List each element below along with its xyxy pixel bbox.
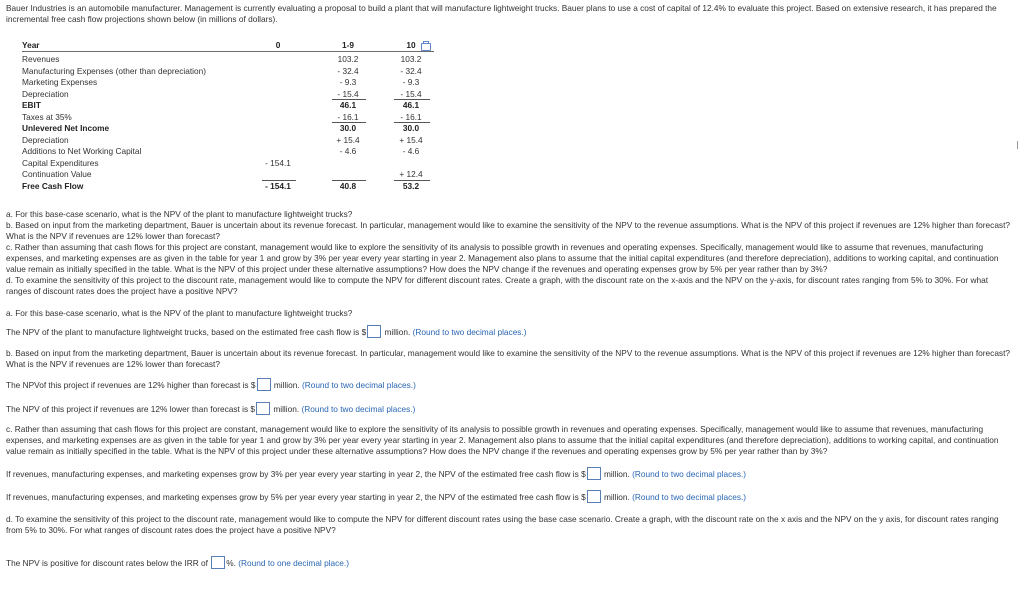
table-header-row — [22, 40, 434, 51]
question-a-answer-line — [6, 325, 527, 339]
cell-c1: - 16.1 — [337, 111, 359, 122]
row-label: Depreciation — [22, 134, 69, 145]
table-row — [22, 135, 434, 146]
cell-c1: 103.2 — [337, 54, 359, 64]
round-hint: (Round to two decimal places.) — [301, 380, 416, 390]
cell-underline — [332, 99, 366, 100]
cell-c1: 46.1 — [339, 100, 357, 110]
table-row — [22, 123, 434, 134]
row-label: Continuation Value — [22, 169, 92, 179]
problem-intro: Bauer Industries is an automobile manufacturer. Management is currently evaluating a proposal to build a plant that will manufacture lightweight trucks. Bauer plans to use a cost of capital of 12.4% to evaluate this project. Based on extensive research, it has prepared the incremental free cash flow projections shown below (in millions of dollars). — [6, 3, 997, 24]
irr-input[interactable] — [211, 556, 225, 569]
round-hint: (Round to two decimal places.) — [632, 492, 747, 502]
question-b1-answer-line — [6, 378, 416, 392]
table-row — [22, 181, 434, 192]
cell-c1: - 32.4 — [337, 65, 359, 76]
cell-c2: - 4.6 — [402, 146, 420, 156]
cell-c1: - 4.6 — [339, 146, 357, 156]
round-hint: (Round to two decimal places.) — [412, 327, 527, 337]
cell-c1: 40.8 — [339, 180, 357, 191]
cell-c2: - 32.4 — [400, 65, 422, 76]
row-label: Depreciation — [22, 88, 69, 99]
table-row — [22, 158, 434, 169]
cell-c2: 103.2 — [400, 54, 422, 64]
round-hint: (Round to two decimal places.) — [301, 404, 416, 414]
question-a-prompt: a. For this base-case scenario, what is the NPV of the plant to manufacture lightweight trucks? — [6, 308, 353, 318]
npv-revenue-lower-input[interactable] — [256, 402, 270, 415]
million-label: million. — [601, 469, 633, 479]
table-row — [22, 146, 434, 157]
header-divider — [22, 51, 434, 52]
cell-c2: + 15.4 — [399, 134, 423, 145]
cell-c1: + 15.4 — [336, 134, 360, 145]
npv-growth-5-input[interactable] — [587, 490, 601, 503]
scroll-edge-marker — [1017, 141, 1018, 149]
question-c2-text: If revenues, manufacturing expenses, and marketing expenses grow by 5% per year every year starting in year 2, the NPV of the estimated free cash flow is $ — [6, 492, 586, 502]
percent-label: %. — [226, 558, 239, 568]
task-c: c. Rather than assuming that cash flows for this project are constant, management would like to explore the sensitivity of its analysis to possible growth in revenues and operating expenses. Specifically, management would like to assume that revenues, manufacturing expenses, and marketing expenses are as given in the table for year 1 and grow by 3% per year every year starting in year 2. Management also plans to assume that the initial capital expenditures (and therefore depreciation), additions to working capital, and continuation value remain as initially specified in the table. What is the NPV of this project under these alternative assumptions? How does the NPV change if the revenues and operating expenses grow by 5% per year rather than by 3%? — [6, 242, 999, 274]
table-row — [22, 66, 434, 77]
cell-c2: 46.1 — [402, 100, 420, 110]
header-year-label: Year — [22, 40, 40, 50]
question-c-prompt: c. Rather than assuming that cash flows for this project are constant, management would like to explore the sensitivity of its analysis to possible growth in revenues and operating expenses. Specifically, management would like to assume that revenues, manufacturing expenses, and marketing expenses are as given in the table for year 1 and grow by 3% per year every year starting in year 2. Management also plans to assume that the initial capital expenditures (and therefore depreciation), additions to working capital, and continuation value remain as initially specified in the table. What is the NPV of this project under these alternative assumptions? How does the NPV change if the revenues and operating expenses grow by 5% per year rather than by 3%? — [6, 424, 999, 456]
npv-growth-3-input[interactable] — [587, 467, 601, 480]
question-d-prompt: d. To examine the sensitivity of this project to the discount rate, management would like to compute the NPV for different discount rates using the base case scenario. Create a graph, with the discount rate on the x axis and the NPV on the y axis, for discount rates ranging from 5% to 30%. For what ranges of discount rates does the project have a positive NPV? — [6, 514, 999, 535]
cell-underline — [332, 180, 366, 181]
row-label: Capital Expenditures — [22, 157, 99, 168]
table-row — [22, 169, 434, 180]
cell-c2: - 16.1 — [400, 111, 422, 122]
round-hint: (Round to one decimal place.) — [238, 558, 349, 568]
npv-base-input[interactable] — [367, 325, 381, 338]
million-label: million. — [601, 492, 633, 502]
million-label: million. — [271, 380, 302, 390]
npv-revenue-higher-input[interactable] — [257, 378, 271, 391]
cell-c2: + 12.4 — [399, 169, 423, 179]
task-d: d. To examine the sensitivity of this project to the discount rate, management would like to compute the NPV for different discount rates. Create a graph, with the discount rate on the x-axis and the NPV on the y-axis, for discount rates ranging from 5% to 30%. For what ranges of discount rates does the project have a positive NPV? — [6, 275, 989, 296]
table-row — [22, 77, 434, 88]
row-label: Free Cash Flow — [22, 180, 84, 191]
header-year-c2: 10 — [406, 40, 416, 50]
cell-c2: - 9.3 — [402, 77, 420, 87]
row-label: Revenues — [22, 54, 60, 64]
header-year-c0: 0 — [275, 40, 281, 50]
million-label: million. — [271, 404, 302, 414]
question-d-text: The NPV is positive for discount rates below the IRR of — [6, 558, 211, 568]
cell-underline — [332, 122, 366, 123]
table-row — [22, 100, 434, 111]
cell-c1: - 9.3 — [339, 77, 357, 87]
table-row — [22, 54, 434, 65]
question-b1-text: The NPVof this project if revenues are 12% higher than forecast is $ — [6, 380, 256, 390]
cell-c0: - 154.1 — [265, 180, 291, 191]
cell-underline — [394, 180, 430, 181]
header-year-c1: 1-9 — [342, 40, 354, 50]
row-label: Additions to Net Working Capital — [22, 146, 142, 156]
row-label: Unlevered Net Income — [22, 123, 110, 133]
row-label: Taxes at 35% — [22, 111, 72, 122]
question-b-prompt: b. Based on input from the marketing department, Bauer is uncertain about its revenue forecast. In particular, management would like to examine the sensitivity of the NPV to the revenue assumptions. What is the NPV of this project if revenues are 12% higher than forecast? What is the NPV if revenues are 12% lower than forecast? — [6, 348, 1011, 369]
task-b: b. Based on input from the marketing department, Bauer is uncertain about its revenue forecast. In particular, management would like to examine the sensitivity of the NPV to the revenue assumptions. What is the NPV of this project if revenues are 12% higher than forecast? What is the NPV if revenues are 12% lower than forecast? — [6, 220, 1011, 241]
million-label: million. — [382, 327, 413, 337]
question-c1-text: If revenues, manufacturing expenses, and marketing expenses grow by 3% per year every year starting in year 2, the NPV of the estimated free cash flow is $ — [6, 469, 586, 479]
question-b2-answer-line — [6, 402, 415, 416]
cell-underline — [262, 180, 296, 181]
cell-c1: - 15.4 — [337, 88, 359, 99]
cell-c0: - 154.1 — [265, 157, 291, 168]
row-label: Marketing Expenses — [22, 77, 98, 87]
cell-c2: - 15.4 — [400, 88, 422, 99]
cell-c1: 30.0 — [339, 123, 357, 133]
row-label: Manufacturing Expenses (other than depreciation) — [22, 65, 207, 76]
cell-underline — [394, 99, 430, 100]
question-d-answer-line — [6, 556, 349, 570]
question-c2-answer-line — [6, 490, 746, 504]
row-label: EBIT — [22, 100, 41, 110]
table-row — [22, 89, 434, 100]
question-a-text: The NPV of the plant to manufacture lightweight trucks, based on the estimated free cash flow is $ — [6, 327, 367, 337]
table-row — [22, 112, 434, 123]
cell-underline — [394, 122, 430, 123]
cell-c2: 53.2 — [402, 180, 420, 191]
question-c1-answer-line — [6, 467, 746, 481]
cell-c2: 30.0 — [402, 123, 420, 133]
round-hint: (Round to two decimal places.) — [632, 469, 747, 479]
question-b2-text: The NPV of this project if revenues are 12% lower than forecast is $ — [6, 404, 256, 414]
task-a: a. For this base-case scenario, what is the NPV of the plant to manufacture lightweight trucks? — [6, 209, 353, 219]
